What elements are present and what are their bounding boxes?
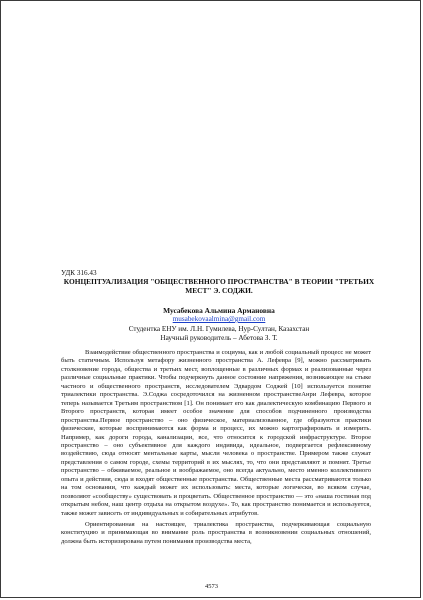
scientific-advisor: Научный руководитель – Абетова З. Т. <box>160 334 278 342</box>
email-link[interactable]: musabekovaalmina@gmail.com <box>172 315 266 323</box>
page-number: 4573 <box>205 583 218 590</box>
author-affiliation: Студентка ЕНУ им. Л.Н. Гумилева, Нур-Султан, Казахстан <box>128 325 310 333</box>
article-title: КОНЦЕПТУАЛИЗАЦИЯ "ОБЩЕСТВЕННОГО ПРОСТРАНСТВА" В ТЕОРИИ "ТРЕТЬИХ МЕСТ" Э. СОДЖИ. <box>63 277 375 296</box>
body-paragraph-1: Взаимодействие общественного пространства и социума, как и любой социальный процесс не может быть статичным. Используя метафору жизненного пространства А. Лефевра [9], можно рассматривать столкновение города, общества и третьих мест, воплощенные в различных формах и реализованные через различные социальные практики. Чтобы подчеркнуть данное состояние напряжения, возникающее на стыке частного и общественного пространств, исследователем Эдвардом Соджей [10] используется понятие триалектики пространства. Э.Соджа сосредоточился на жизненном пространствеАнри Лефевра, которое теперь называется Третьим пространством [1]. Он понимает его как диалектическую комбинацию Первого и Второго пространств, которая имеет особое значение для способов подчиненного производства пространства.Первое пространство – оно физическое, материализованное, где образуются практики физические, которые воспринимаются как форма и процесс, их можно картографировать и измерить. Например, как дороги города, канализации, все, что относится к городской инфраструктуре. Второе пространство – оно субъективное для каждого индивида, идеальное, подвергается рефлексивному воздействию, сюда относят ментальные карты, мысли человека о пространстве. Примером также служат представления о самом городе, схемы территорий в их мыслях, то, что они представляют и помнят. Третье пространство – обживаемое, реальное и воображаемое, оно всегда актуально, место именно коллективного опыта и действия, сюда и входят общественные пространства. Общественные места рассматриваются только на том основании, что каждый может их использовать: места, которые логически, во всяком случае, позволяют «сообществу» существовать и процветать. Общественное пространство — это «наша гостиная под открытым небом, наш центр отдыха на открытом воздухе». То, как пространство понимается и используется, также может зависеть от индивидуальных и собирательных атрибутов. <box>61 349 371 517</box>
author-name: Мусабекова Альмина Армановна <box>163 306 275 315</box>
udk-code: УДК 316.43 <box>61 269 97 277</box>
author-email <box>59 315 379 324</box>
body-paragraph-2: Ориентированная на настоящее, триалектика пространства, подчеркивающая социальную конституцию и принимающая во внимание роль пространства в возникновении социальных отношений, должна быть историзирована путем понимания производства места, <box>61 521 371 545</box>
